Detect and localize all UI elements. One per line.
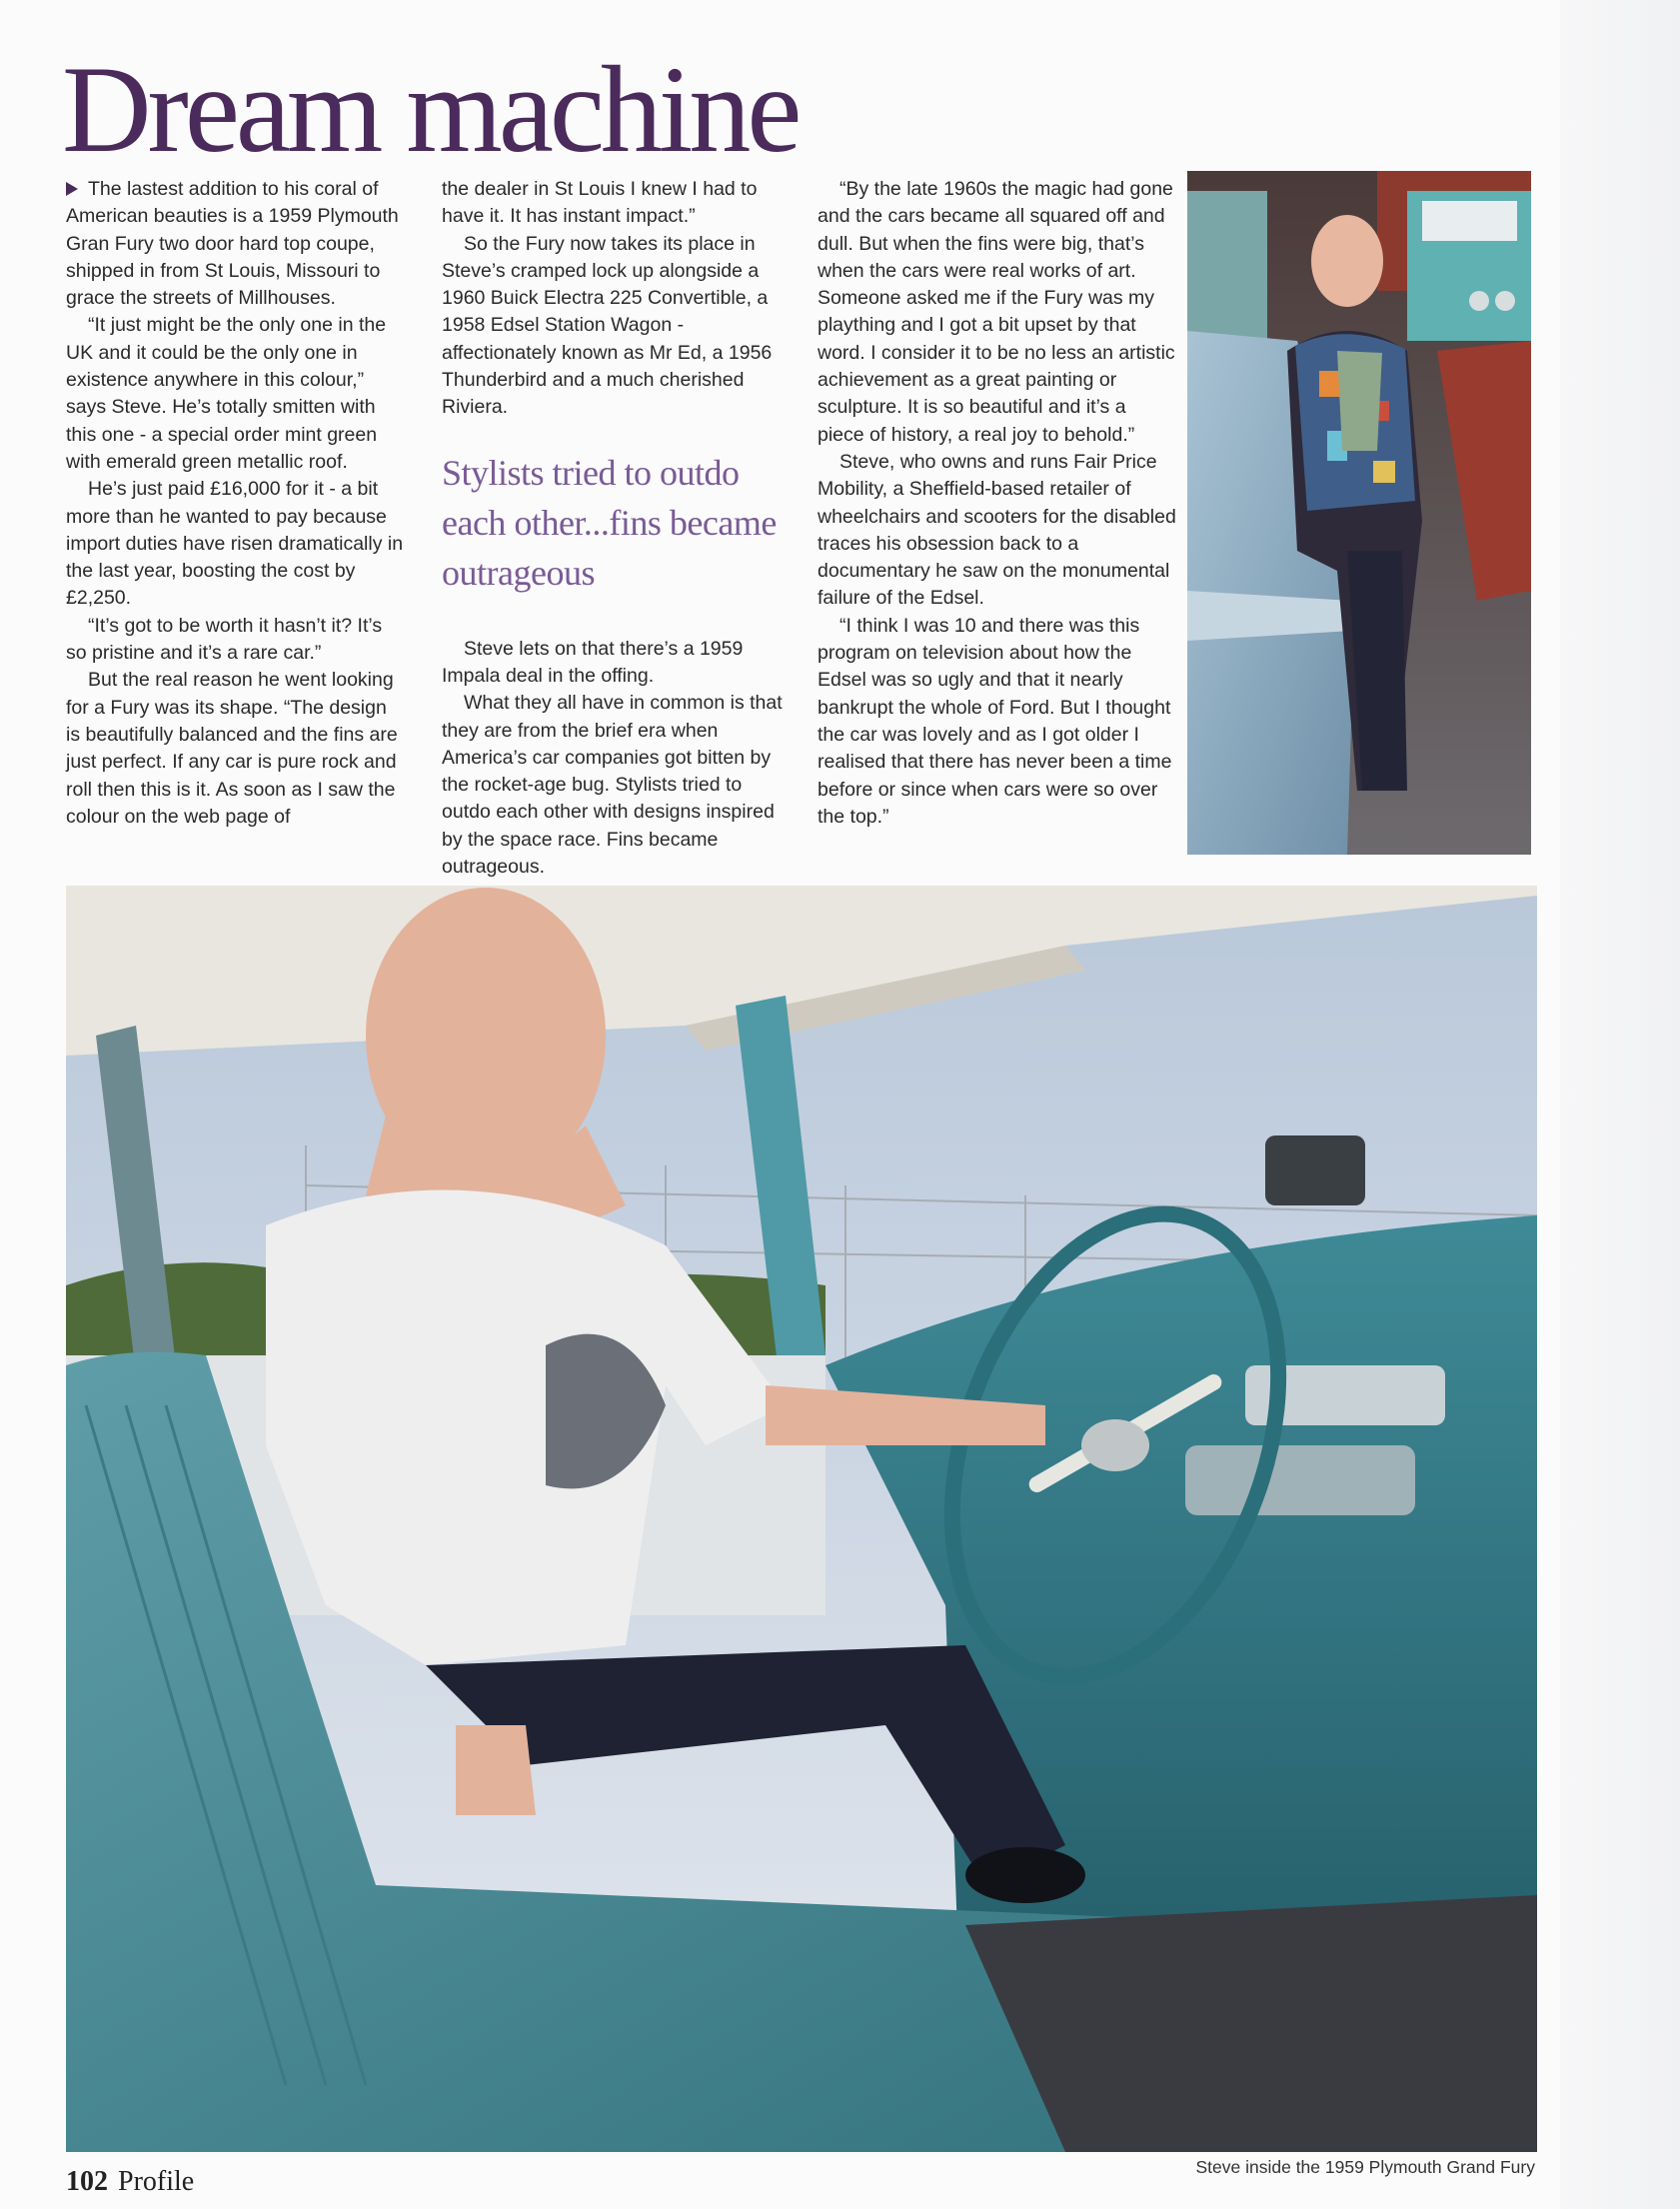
paragraph: “It’s got to be worth it hasn’t it? It’s so pristine and it’s a rare car.” (66, 614, 383, 665)
paragraph: “It just might be the only one in the UK and it could be the only one in existence anywhere in this colour,” says Steve. He’s totally smitten with this one - a special order mint green with emerald green metallic roof. (66, 314, 387, 473)
paragraph: The lastest addition to his coral of American beauties is a 1959 Plymouth Gran Fury two door hard top coupe, shipped in from St Louis, Missouri to grace the streets of Millhouses. (66, 178, 399, 310)
pull-quote: Stylists tried to outdo each other...fins became outrageous (442, 452, 777, 593)
scan-margin (1560, 0, 1680, 2209)
paragraph: Steve, who owns and runs Fair Price Mobility, a Sheffield-based retailer of wheelchairs and scooters for the disabled traces his obsession back to a documentary he saw on the monumental failure of the Edsel. (818, 450, 1176, 610)
car-interior-illustration (66, 886, 1537, 2152)
photo-steve-in-car (66, 886, 1537, 2152)
paragraph: What they all have in common is that they are from the brief era when America’s car companies got bitten by the rocket-age bug. Stylists tried to outdo each other with designs inspired by the space race. Fins became outrageous. (442, 692, 783, 879)
paragraph: Steve lets on that there’s a 1959 Impala deal in the offing. (442, 637, 744, 687)
paragraph: But the real reason he went looking for a Fury was its shape. “The design is beautifully balanced and the fins are just perfect. If any car is pure rock and roll then this is it. As soon as I saw the colour on the web page of (66, 669, 398, 828)
page-number: 102 (66, 2166, 108, 2197)
photo-steve-with-cars (1187, 171, 1531, 855)
photo-caption: Steve inside the 1959 Plymouth Grand Fury (1195, 2157, 1535, 2177)
section-name: Profile (118, 2166, 195, 2197)
text-column-2 (442, 176, 790, 881)
bullet-triangle-icon (66, 182, 78, 196)
article-title: Dream machine (62, 41, 799, 178)
text-column-1 (66, 176, 406, 831)
paragraph: He’s just paid £16,000 for it - a bit more than he wanted to pay because import duties have risen dramatically in the last year, boosting the cost by £2,250. (66, 478, 404, 610)
page-footer (66, 2166, 194, 2198)
garage-photo-illustration (1187, 171, 1531, 855)
paragraph: “By the late 1960s the magic had gone and the cars became all squared off and dull. But when the fins were big, that’s when the cars were real works of art. Someone asked me if the Fury was my plaything and I got a bit upset by that word. I consider it to be no less an artistic achievement as a great painting or sculpture. It is so beautiful and it’s a piece of history, a real joy to behold.” (818, 178, 1175, 446)
paragraph: the dealer in St Louis I knew I had to have it. It has instant impact.” (442, 178, 758, 228)
text-column-3 (818, 176, 1177, 831)
paragraph: “I think I was 10 and there was this program on television about how the Edsel was so ugly and that it nearly bankrupt the whole of Ford. But I thought the car was lovely and as I got older I realised that there has never been a time before or since when cars were so over the top.” (818, 614, 1172, 828)
paragraph: So the Fury now takes its place in Steve’s cramped lock up alongside a 1960 Buick Electra 225 Convertible, a 1958 Edsel Station Wagon - affectionately known as Mr Ed, a 1956 Thunderbird and a much cherished Riviera. (442, 232, 773, 419)
